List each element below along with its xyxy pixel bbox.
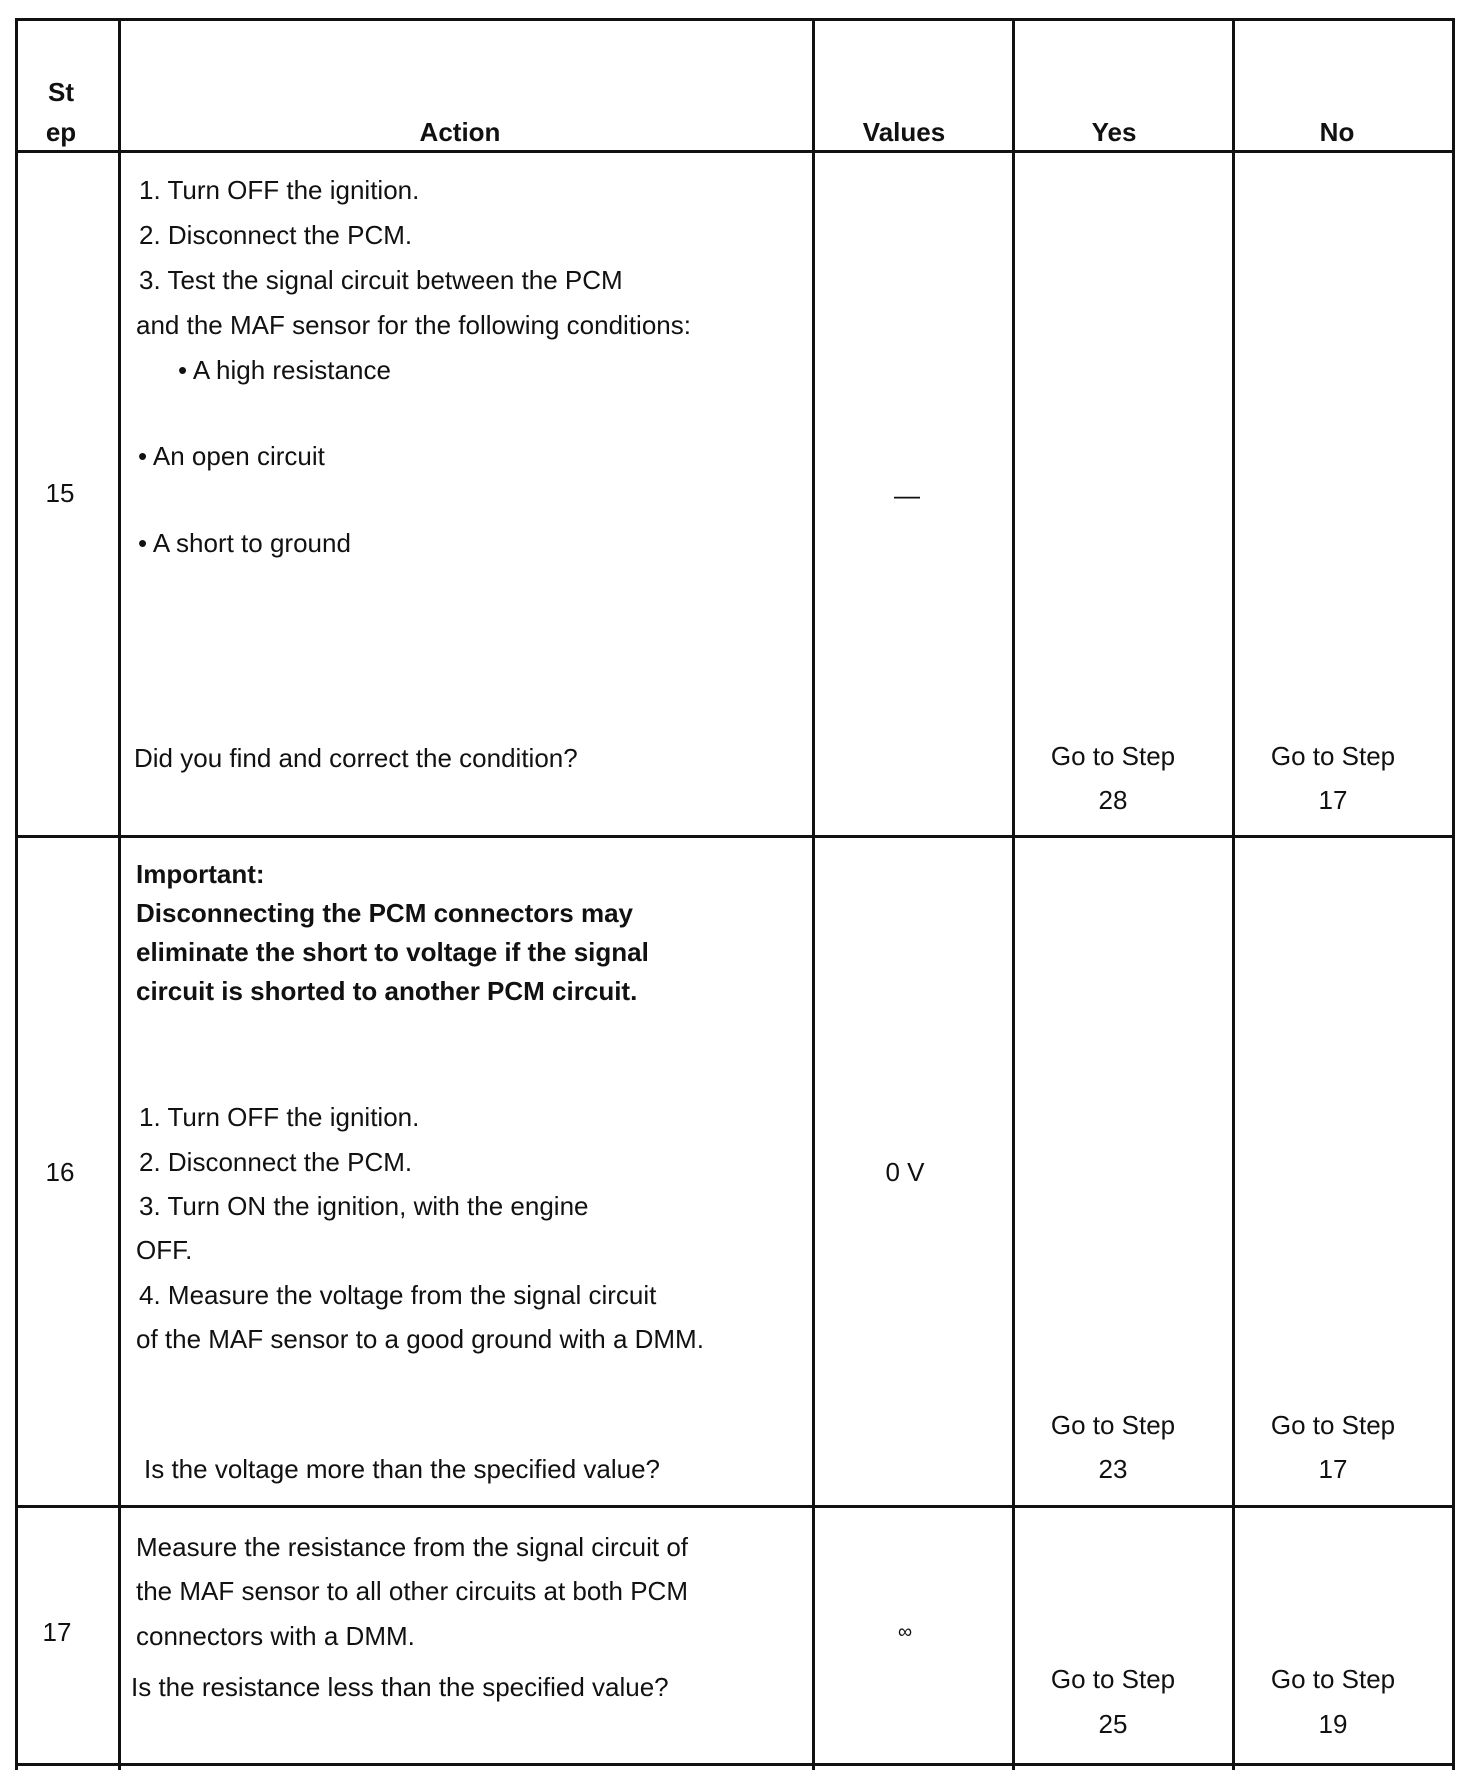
values-cell: — (894, 480, 920, 510)
step-number: 17 (42, 1617, 72, 1647)
important-heading: Important: (136, 859, 265, 889)
col-border-values-yes (1012, 18, 1015, 1770)
yes-goto-step: 23 (1098, 1454, 1128, 1484)
action-line: and the MAF sensor for the following conditions: (136, 310, 691, 340)
header-step-line2: ep (45, 117, 77, 147)
values-cell: ∞ (897, 1621, 913, 1643)
yes-goto-label: Go to Step (1050, 741, 1176, 771)
no-goto-label: Go to Step (1270, 1664, 1396, 1694)
important-line: Disconnecting the PCM connectors may (136, 898, 633, 928)
action-line: 2. Disconnect the PCM. (139, 1147, 413, 1177)
no-goto-step: 19 (1318, 1709, 1348, 1739)
action-bullet: • A high resistance (178, 355, 391, 385)
action-line: 3. Test the signal circuit between the PCM (139, 265, 623, 295)
step-number: 15 (45, 478, 75, 508)
header-yes: Yes (1091, 117, 1137, 147)
yes-goto-label: Go to Step (1050, 1410, 1176, 1440)
row-16-bottom-border (15, 1505, 1455, 1508)
values-cell: 0 V (885, 1157, 925, 1187)
header-no: No (1319, 117, 1355, 147)
action-question: Is the resistance less than the specified value? (131, 1672, 669, 1702)
action-line: 4. Measure the voltage from the signal circuit (139, 1280, 657, 1310)
header-bottom-border (15, 150, 1455, 153)
no-goto-label: Go to Step (1270, 1410, 1396, 1440)
action-question: Did you find and correct the condition? (134, 743, 578, 773)
action-line: OFF. (136, 1235, 193, 1265)
action-bullet: • A short to ground (138, 528, 351, 558)
col-border-yes-no (1232, 18, 1235, 1770)
col-border-left (15, 18, 18, 1770)
action-line: 3. Turn ON the ignition, with the engine (139, 1191, 589, 1221)
header-values: Values (862, 117, 946, 147)
action-line: 1. Turn OFF the ignition. (139, 175, 420, 205)
col-border-step-action (118, 18, 121, 1770)
action-question: Is the voltage more than the specified value? (144, 1454, 660, 1484)
yes-goto-step: 28 (1098, 785, 1128, 815)
step-number: 16 (45, 1157, 75, 1187)
important-line: eliminate the short to voltage if the signal (136, 937, 649, 967)
row-15-bottom-border (15, 835, 1455, 838)
action-line: 2. Disconnect the PCM. (139, 220, 413, 250)
yes-goto-step: 25 (1098, 1709, 1128, 1739)
action-line: of the MAF sensor to a good ground with a DMM. (136, 1324, 704, 1354)
col-border-action-values (812, 18, 815, 1770)
header-action: Action (419, 117, 501, 147)
action-line: connectors with a DMM. (136, 1621, 415, 1651)
action-line: the MAF sensor to all other circuits at both PCM (136, 1576, 688, 1606)
action-line: Measure the resistance from the signal circuit of (136, 1532, 689, 1562)
important-line: circuit is shorted to another PCM circuit. (136, 976, 638, 1006)
table-bottom-border (15, 1763, 1455, 1766)
no-goto-step: 17 (1318, 1454, 1348, 1484)
col-border-right (1452, 18, 1455, 1770)
action-bullet: • An open circuit (138, 441, 325, 471)
action-line: 1. Turn OFF the ignition. (139, 1102, 420, 1132)
yes-goto-label: Go to Step (1050, 1664, 1176, 1694)
no-goto-label: Go to Step (1270, 741, 1396, 771)
header-step-line1: St (48, 77, 74, 107)
table-top-border (15, 18, 1455, 21)
no-goto-step: 17 (1318, 785, 1348, 815)
